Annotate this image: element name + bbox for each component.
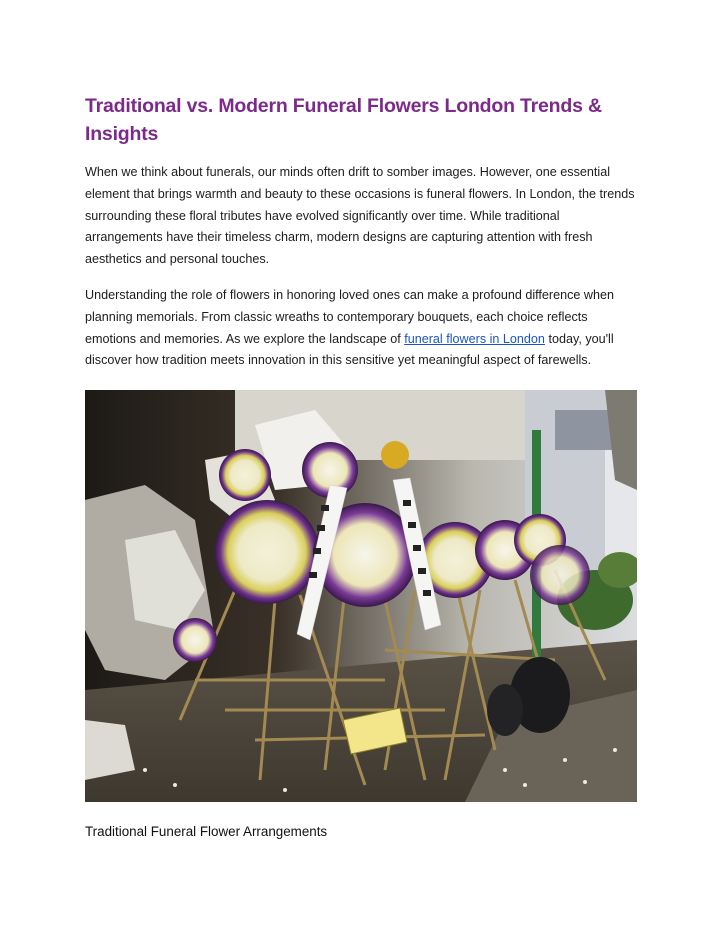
second-paragraph	[85, 285, 637, 372]
paragraph-text-start: Understanding the role of flowers in honoring loved ones can make a profound difference when planning memorials. From classic wreaths to contemporary bouquets, each choice reflects emotions and memories. As we explore the landscape of	[85, 287, 615, 346]
funeral-wreaths-photo	[85, 390, 637, 802]
document-page	[85, 92, 637, 839]
intro-paragraph: When we think about funerals, our minds often drift to somber images. However, one essential element that brings warmth and beauty to these occasions is funeral flowers. In London, the trends surrounding these floral tributes have evolved significantly over time. While traditional arrangements have their timeless charm, modern designs are capturing attention with fresh aesthetics and personal touches.	[85, 165, 635, 267]
section-subheading: Traditional Funeral Flower Arrangements	[85, 824, 328, 840]
article-title: Traditional vs. Modern Funeral Flowers London Trends & Insights	[85, 95, 602, 145]
funeral-flowers-london-link[interactable]: funeral flowers in London	[404, 331, 545, 346]
paragraph-text-end: today, you'll discover how tradition meets innovation in this sensitive yet meaningful aspect of farewells.	[85, 331, 614, 368]
